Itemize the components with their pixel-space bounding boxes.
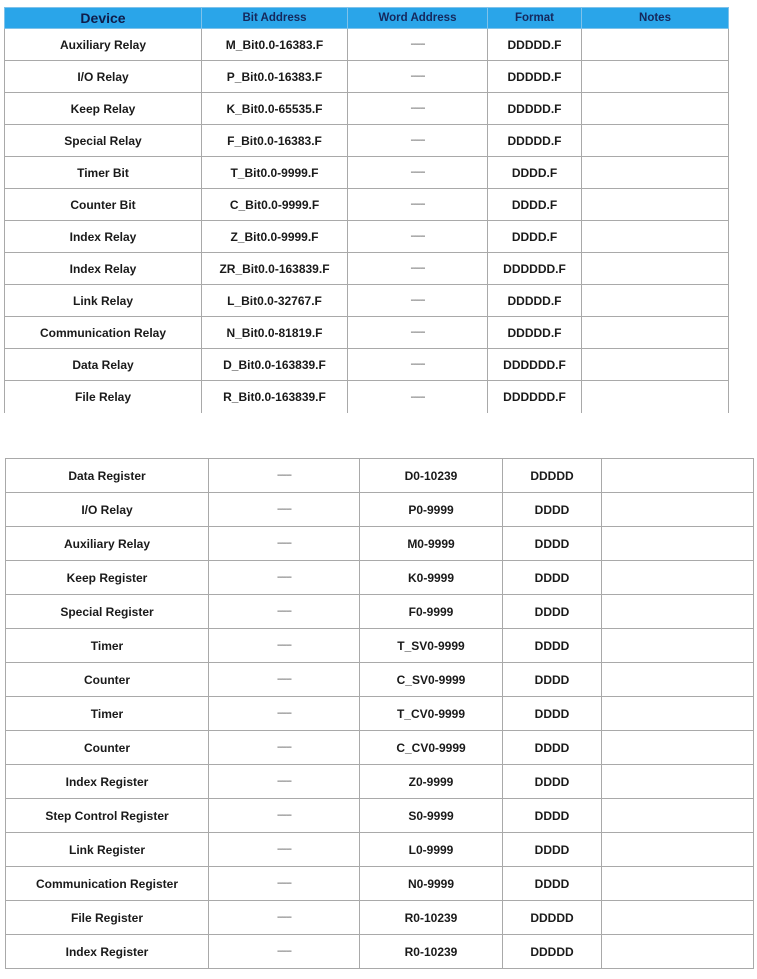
cell-bit-address: D_Bit0.0-163839.F (202, 349, 348, 381)
cell-word-address: T_SV0-9999 (360, 629, 503, 663)
cell-format: DDDDD (503, 901, 602, 935)
table-row (6, 663, 754, 697)
table-row (6, 833, 754, 867)
cell-device: Counter (6, 663, 209, 697)
cell-bit-address: ------ (209, 595, 360, 629)
cell-word-address: ------ (348, 189, 488, 221)
table-row (5, 253, 729, 285)
cell-format: DDDD (503, 595, 602, 629)
cell-bit-address: ------ (209, 901, 360, 935)
cell-word-address: R0-10239 (360, 901, 503, 935)
cell-notes (582, 349, 729, 381)
table-row (6, 527, 754, 561)
cell-notes (582, 157, 729, 189)
table-row (5, 317, 729, 349)
table-row (6, 595, 754, 629)
table-row (5, 157, 729, 189)
cell-format: DDDDD.F (488, 317, 582, 349)
cell-device: Index Register (6, 935, 209, 969)
cell-bit-address: R_Bit0.0-163839.F (202, 381, 348, 414)
cell-format: DDDD (503, 697, 602, 731)
cell-format: DDDD (503, 833, 602, 867)
cell-notes (602, 697, 754, 731)
cell-device: Auxiliary Relay (5, 29, 202, 61)
cell-bit-address: Z_Bit0.0-9999.F (202, 221, 348, 253)
cell-word-address: S0-9999 (360, 799, 503, 833)
cell-notes (582, 189, 729, 221)
cell-format: DDDD.F (488, 189, 582, 221)
cell-device: Counter Bit (5, 189, 202, 221)
table-row (5, 349, 729, 381)
cell-word-address: M0-9999 (360, 527, 503, 561)
cell-device: I/O Relay (5, 61, 202, 93)
header-notes: Notes (582, 8, 729, 29)
cell-notes (602, 527, 754, 561)
table-row (5, 29, 729, 61)
table-row (6, 493, 754, 527)
cell-bit-address: L_Bit0.0-32767.F (202, 285, 348, 317)
table-row (5, 381, 729, 414)
cell-format: DDDD (503, 867, 602, 901)
cell-device: Communication Register (6, 867, 209, 901)
table-row (6, 901, 754, 935)
header-device: Device (5, 8, 202, 29)
cell-format: DDDD (503, 663, 602, 697)
cell-device: Timer (6, 629, 209, 663)
cell-bit-address: ------ (209, 731, 360, 765)
cell-word-address: ------ (348, 317, 488, 349)
cell-format: DDDD (503, 731, 602, 765)
cell-device: Data Register (6, 459, 209, 493)
cell-word-address: ------ (348, 157, 488, 189)
cell-format: DDDDDD.F (488, 253, 582, 285)
cell-word-address: ------ (348, 285, 488, 317)
cell-device: Keep Relay (5, 93, 202, 125)
cell-bit-address: ------ (209, 867, 360, 901)
cell-bit-address: ------ (209, 561, 360, 595)
cell-bit-address: N_Bit0.0-81819.F (202, 317, 348, 349)
cell-device: File Register (6, 901, 209, 935)
cell-bit-address: ------ (209, 697, 360, 731)
cell-bit-address: P_Bit0.0-16383.F (202, 61, 348, 93)
cell-notes (582, 125, 729, 157)
table-row (6, 765, 754, 799)
cell-device: Communication Relay (5, 317, 202, 349)
cell-bit-address: C_Bit0.0-9999.F (202, 189, 348, 221)
cell-notes (602, 901, 754, 935)
cell-notes (582, 381, 729, 414)
cell-format: DDDD (503, 527, 602, 561)
cell-word-address: ------ (348, 221, 488, 253)
cell-format: DDDDD (503, 935, 602, 969)
table-row (5, 285, 729, 317)
cell-word-address: C_SV0-9999 (360, 663, 503, 697)
cell-format: DDDD.F (488, 221, 582, 253)
cell-device: I/O Relay (6, 493, 209, 527)
cell-notes (582, 93, 729, 125)
table-row (6, 629, 754, 663)
cell-device: Link Relay (5, 285, 202, 317)
cell-word-address: ------ (348, 93, 488, 125)
cell-bit-address: ------ (209, 663, 360, 697)
cell-device: Timer Bit (5, 157, 202, 189)
cell-bit-address: ------ (209, 833, 360, 867)
cell-word-address: T_CV0-9999 (360, 697, 503, 731)
cell-format: DDDDD (503, 459, 602, 493)
cell-word-address: ------ (348, 253, 488, 285)
cell-device: Auxiliary Relay (6, 527, 209, 561)
cell-word-address: P0-9999 (360, 493, 503, 527)
header-format: Format (488, 8, 582, 29)
cell-notes (582, 221, 729, 253)
cell-notes (582, 29, 729, 61)
cell-device: Special Relay (5, 125, 202, 157)
cell-device: Data Relay (5, 349, 202, 381)
cell-notes (582, 285, 729, 317)
cell-bit-address: ------ (209, 765, 360, 799)
cell-notes (582, 61, 729, 93)
cell-format: DDDDD.F (488, 29, 582, 61)
cell-notes (602, 765, 754, 799)
cell-notes (602, 799, 754, 833)
cell-notes (582, 317, 729, 349)
cell-bit-address: K_Bit0.0-65535.F (202, 93, 348, 125)
cell-word-address: N0-9999 (360, 867, 503, 901)
cell-notes (602, 561, 754, 595)
cell-word-address: L0-9999 (360, 833, 503, 867)
header-word-address: Word Address (348, 8, 488, 29)
cell-device: File Relay (5, 381, 202, 414)
cell-format: DDDDD.F (488, 125, 582, 157)
cell-device: Special Register (6, 595, 209, 629)
cell-word-address: F0-9999 (360, 595, 503, 629)
cell-notes (602, 595, 754, 629)
cell-word-address: ------ (348, 381, 488, 414)
cell-format: DDDDDD.F (488, 381, 582, 414)
cell-device: Timer (6, 697, 209, 731)
header-bit-address: Bit Address (202, 8, 348, 29)
cell-device: Counter (6, 731, 209, 765)
cell-format: DDDDD.F (488, 61, 582, 93)
cell-notes (582, 253, 729, 285)
word-address-table (5, 458, 754, 969)
cell-word-address: ------ (348, 61, 488, 93)
cell-word-address: ------ (348, 125, 488, 157)
cell-format: DDDD (503, 629, 602, 663)
cell-device: Index Register (6, 765, 209, 799)
table-row (6, 561, 754, 595)
cell-notes (602, 663, 754, 697)
cell-format: DDDD (503, 561, 602, 595)
cell-device: Index Relay (5, 221, 202, 253)
cell-bit-address: ------ (209, 459, 360, 493)
table-row (6, 459, 754, 493)
cell-notes (602, 493, 754, 527)
cell-bit-address: T_Bit0.0-9999.F (202, 157, 348, 189)
cell-notes (602, 731, 754, 765)
cell-bit-address: ------ (209, 493, 360, 527)
cell-bit-address: F_Bit0.0-16383.F (202, 125, 348, 157)
table-row (6, 697, 754, 731)
cell-format: DDDDD.F (488, 93, 582, 125)
table-row (5, 221, 729, 253)
cell-device: Step Control Register (6, 799, 209, 833)
cell-word-address: K0-9999 (360, 561, 503, 595)
cell-format: DDDDDD.F (488, 349, 582, 381)
cell-word-address: C_CV0-9999 (360, 731, 503, 765)
cell-word-address: D0-10239 (360, 459, 503, 493)
cell-word-address: ------ (348, 29, 488, 61)
cell-format: DDDD (503, 493, 602, 527)
cell-notes (602, 459, 754, 493)
table-row (6, 799, 754, 833)
table-row (6, 935, 754, 969)
cell-bit-address: M_Bit0.0-16383.F (202, 29, 348, 61)
cell-notes (602, 935, 754, 969)
cell-bit-address: ------ (209, 527, 360, 561)
cell-device: Keep Register (6, 561, 209, 595)
cell-word-address: Z0-9999 (360, 765, 503, 799)
header-row (5, 8, 729, 29)
table-row (5, 93, 729, 125)
cell-bit-address: ------ (209, 935, 360, 969)
bit-address-table (4, 7, 729, 413)
table-row (5, 189, 729, 221)
cell-bit-address: ZR_Bit0.0-163839.F (202, 253, 348, 285)
cell-notes (602, 867, 754, 901)
cell-bit-address: ------ (209, 799, 360, 833)
table-row (6, 867, 754, 901)
cell-word-address: R0-10239 (360, 935, 503, 969)
cell-format: DDDD (503, 765, 602, 799)
cell-notes (602, 629, 754, 663)
cell-notes (602, 833, 754, 867)
cell-format: DDDD (503, 799, 602, 833)
cell-device: Link Register (6, 833, 209, 867)
cell-format: DDDDD.F (488, 285, 582, 317)
cell-word-address: ------ (348, 349, 488, 381)
table-row (5, 61, 729, 93)
cell-bit-address: ------ (209, 629, 360, 663)
table-row (6, 731, 754, 765)
table-row (5, 125, 729, 157)
cell-device: Index Relay (5, 253, 202, 285)
cell-format: DDDD.F (488, 157, 582, 189)
